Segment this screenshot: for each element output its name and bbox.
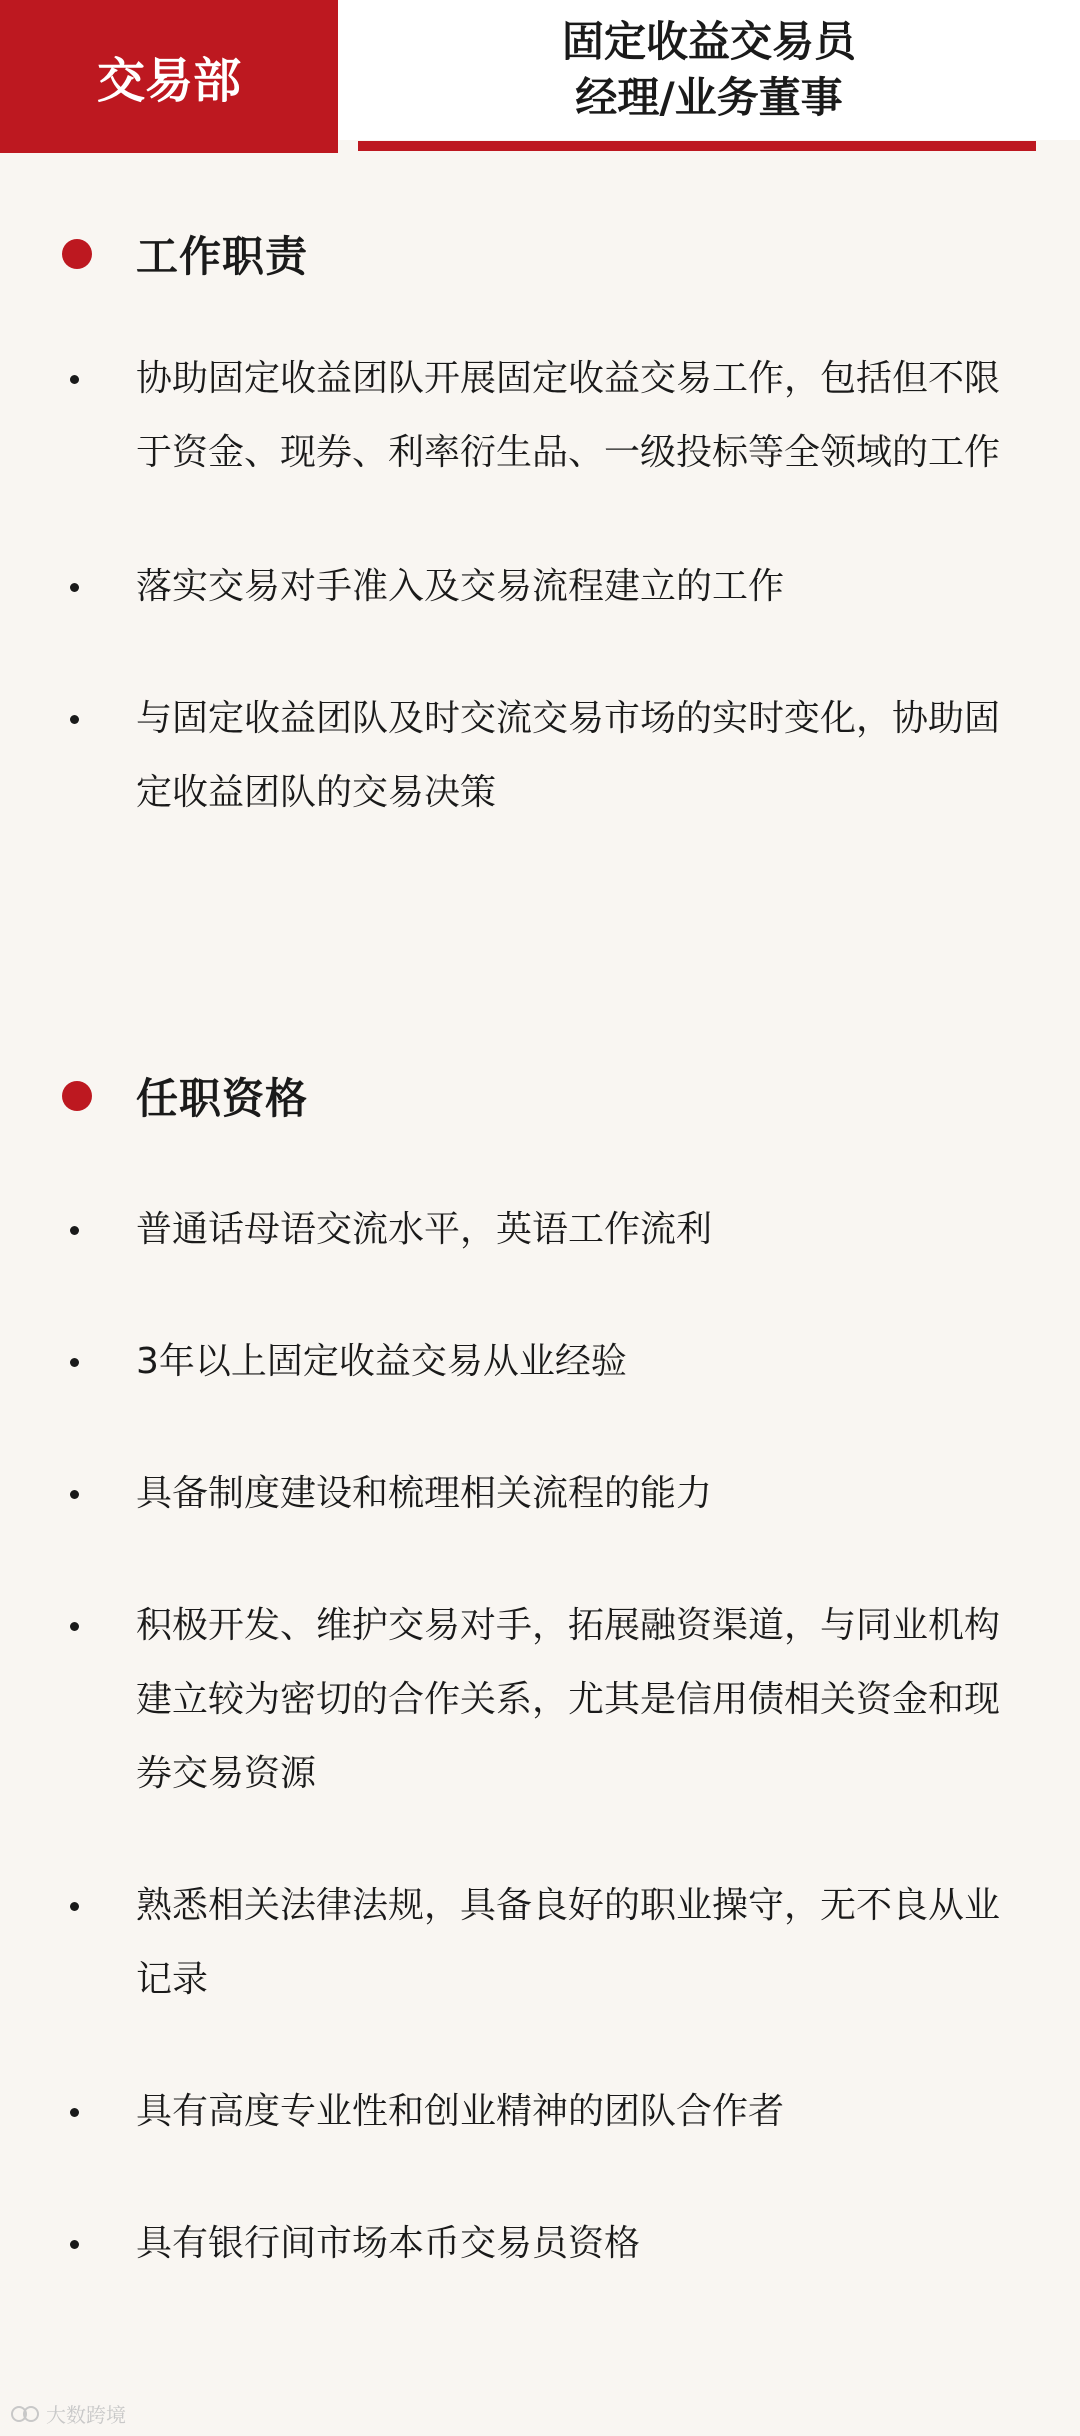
- department-label: 交易部: [96, 53, 241, 109]
- list-item: [0, 1869, 1080, 2017]
- bullet-dot-icon: [70, 1226, 79, 1235]
- section-bullet-icon: [62, 1081, 92, 1111]
- list-item-text: 落实交易对手准入及交易流程建立的工作: [136, 566, 785, 607]
- list-item: [0, 2075, 1080, 2149]
- section-bullet-icon: [62, 239, 92, 269]
- bullet-dot-icon: [70, 2240, 79, 2249]
- job-title-box: [338, 0, 1080, 140]
- watermark-text: 大数跨境: [46, 2403, 126, 2427]
- list-item-text: 协助固定收益团队开展固定收益交易工作，包括但不限于资金、现券、利率衍生品、一级投标等全领域的工作: [136, 358, 1001, 473]
- list-item-text: 熟悉相关法律法规，具备良好的职业操守，无不良从业记录: [136, 1885, 1001, 2000]
- bullet-dot-icon: [70, 1622, 79, 1631]
- list-item-text: 具备制度建设和梳理相关流程的能力: [136, 1473, 713, 1514]
- bullet-dot-icon: [70, 1902, 79, 1911]
- list-item: [0, 682, 1080, 830]
- list-item-text: 普通话母语交流水平，英语工作流利: [136, 1209, 713, 1250]
- bullet-dot-icon: [70, 1490, 79, 1499]
- job-title-line2: 经理/业务董事: [575, 73, 843, 122]
- list-item: [0, 1589, 1080, 1811]
- list-item-text: 3年以上固定收益交易从业经验: [136, 1341, 627, 1382]
- section-heading-responsibilities: [62, 224, 308, 284]
- list-item: [0, 550, 1080, 624]
- list-item-text: 具有高度专业性和创业精神的团队合作者: [136, 2091, 785, 2132]
- list-item: [0, 342, 1080, 490]
- brand-logo-icon: [10, 2404, 40, 2424]
- department-tab: [0, 0, 338, 153]
- list-item: [0, 2207, 1080, 2281]
- bullet-dot-icon: [70, 1358, 79, 1367]
- page-header: [0, 0, 1080, 160]
- bullet-dot-icon: [70, 583, 79, 592]
- title-underline-bar: [358, 141, 1036, 151]
- list-item-text: 具有银行间市场本币交易员资格: [136, 2223, 641, 2264]
- bullet-dot-icon: [70, 715, 79, 724]
- list-item: [0, 1457, 1080, 1531]
- responsibilities-list: [0, 342, 1080, 830]
- bullet-dot-icon: [70, 375, 79, 384]
- list-item-text: 积极开发、维护交易对手，拓展融资渠道，与同业机构建立较为密切的合作关系，尤其是信用债相关资金和现券交易资源: [136, 1605, 1001, 1794]
- qualifications-list: [0, 1193, 1080, 2281]
- watermark: [10, 2399, 126, 2428]
- section-title-responsibilities: 工作职责: [136, 232, 309, 281]
- list-item-text: 与固定收益团队及时交流交易市场的实时变化，协助固定收益团队的交易决策: [136, 698, 1001, 813]
- bullet-dot-icon: [70, 2108, 79, 2117]
- list-item: [0, 1325, 1080, 1399]
- job-title-line1: 固定收益交易员: [561, 17, 856, 66]
- section-heading-qualifications: [62, 1066, 308, 1126]
- list-item: [0, 1193, 1080, 1267]
- section-title-qualifications: 任职资格: [136, 1074, 309, 1123]
